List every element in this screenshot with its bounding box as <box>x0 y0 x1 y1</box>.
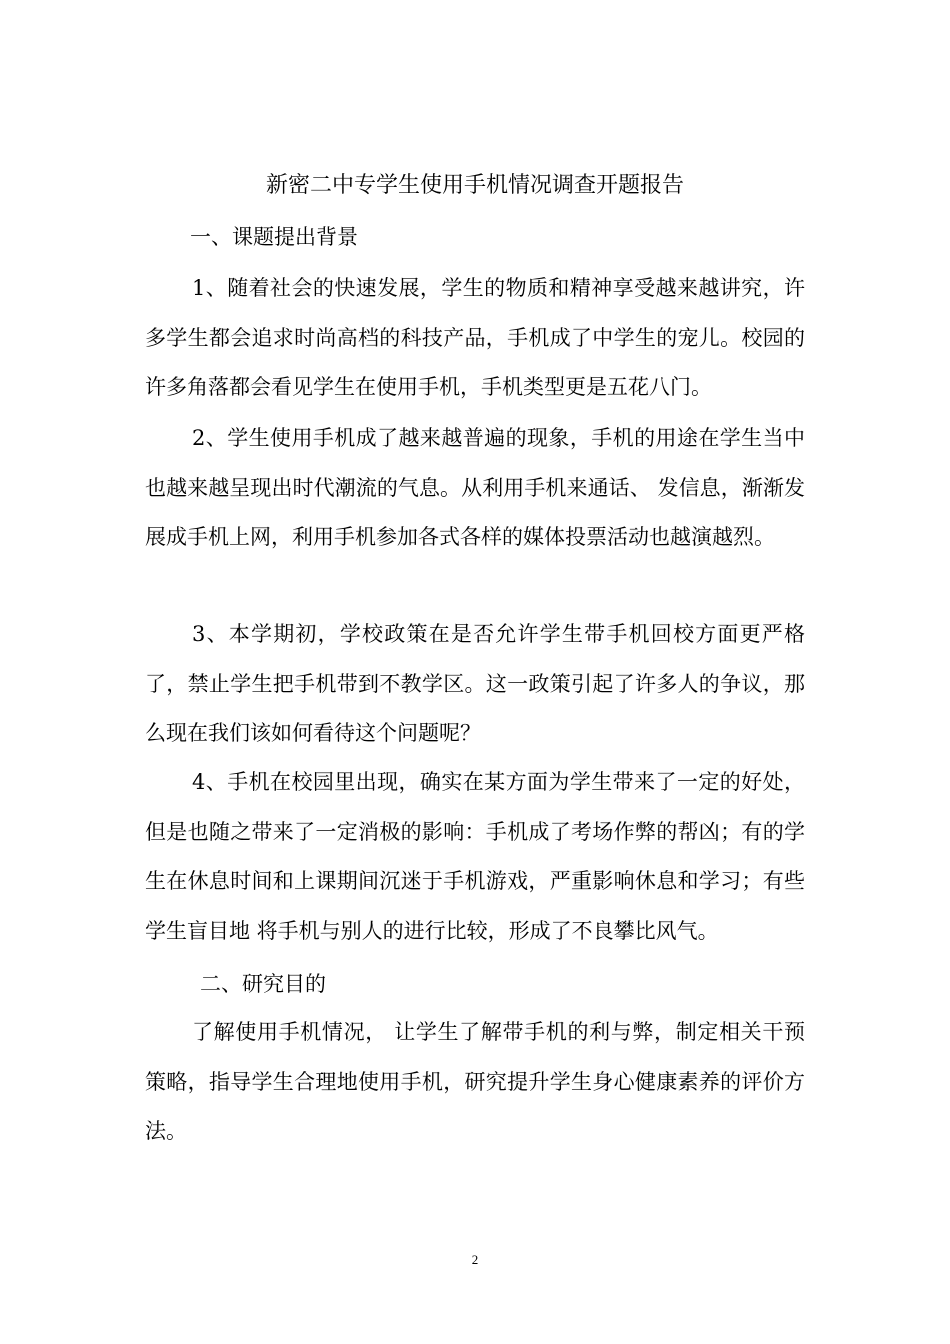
paragraph-background-3: 3、本学期初，学校政策在是否允许学生带手机回校方面更严格了，禁止学生把手机带到不教学区。这一政策引起了许多人的争议，那么现在我们该如何看待这个问题呢？ <box>145 622 805 745</box>
page-number: 2 <box>471 1252 479 1267</box>
document-title: 新密二中专学生使用手机情况调查开题报告 <box>265 173 684 198</box>
paragraph-purpose: 了解使用手机情况， 让学生了解带手机的利与弊，制定相关干预策略，指导学生合理地使用手机，研究提升学生身心健康素养的评价方法。 <box>145 1020 805 1143</box>
paragraph-background-1: 1、随着社会的快速发展，学生的物质和精神享受越来越讲究，许多学生都会追求时尚高档的科技产品，手机成了中学生的宠儿。校园的许多角落都会看见学生在使用手机，手机类型更是五花八门。 <box>145 276 805 399</box>
paragraph-background-2: 2、学生使用手机成了越来越普遍的现象，手机的用途在学生当中也越来越呈现出时代潮流的气息。从利用手机来通话、 发信息，渐渐发展成手机上网，利用手机参加各式各样的媒体投票活动也越演越烈。 <box>145 426 805 549</box>
paragraph-background-4: 4、手机在校园里出现，确实在某方面为学生带来了一定的好处，但是也随之带来了一定消极的影响：手机成了考场作弊的帮凶；有的学生在休息时间和上课期间沉迷于手机游戏，严重影响休息和学习；有些学生盲目地 将手机与别人的进行比较，形成了不良攀比风气。 <box>145 770 805 943</box>
section-heading-purpose: 二、研究目的 <box>200 972 326 996</box>
section-heading-background: 一、课题提出背景 <box>190 225 358 249</box>
